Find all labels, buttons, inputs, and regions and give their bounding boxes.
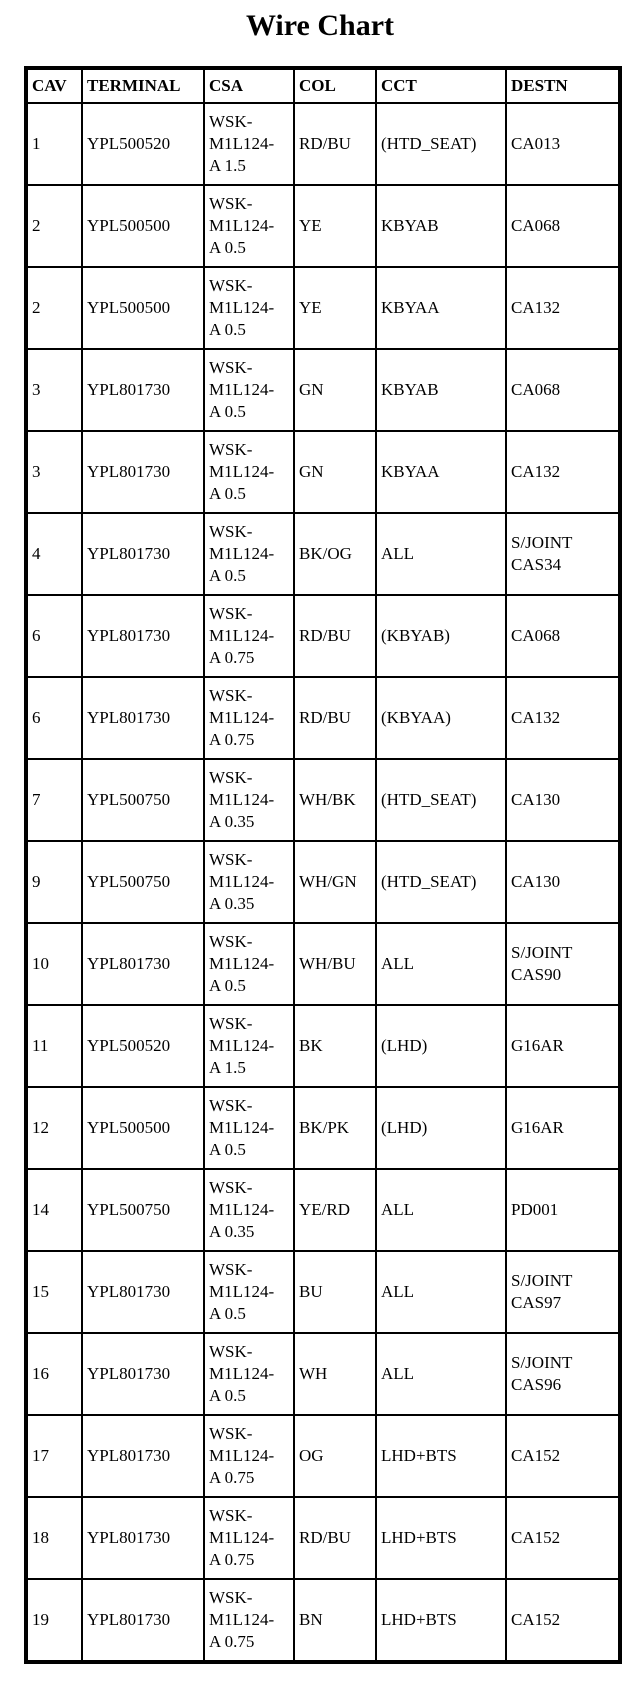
cell-csa: [204, 759, 294, 841]
cell-csa-line: M1L124-: [209, 1446, 275, 1465]
cell-csa: [204, 267, 294, 349]
cell-destn: [506, 1087, 619, 1169]
table-row: [27, 1169, 619, 1251]
cell-destn-line: G16AR: [511, 1118, 564, 1137]
cell-csa-line: A 0.35: [209, 812, 255, 831]
cell-col: BK: [294, 1005, 376, 1087]
cell-csa-line: A 1.5: [209, 1058, 246, 1077]
cell-csa-line: A 0.5: [209, 402, 246, 421]
cell-cav: 3: [27, 431, 82, 513]
cell-col: YE/RD: [294, 1169, 376, 1251]
cell-csa-line: M1L124-: [209, 872, 275, 891]
cell-csa-line: M1L124-: [209, 1118, 275, 1137]
cell-destn: [506, 513, 619, 595]
table-row: [27, 595, 619, 677]
cell-destn-line: CA152: [511, 1610, 561, 1629]
cell-cct: KBYAB: [376, 185, 506, 267]
cell-csa: [204, 841, 294, 923]
cell-cav: 6: [27, 595, 82, 677]
cell-col: YE: [294, 185, 376, 267]
cell-cav: 4: [27, 513, 82, 595]
table-row: [27, 267, 619, 349]
table-row: [27, 349, 619, 431]
cell-col: BK/PK: [294, 1087, 376, 1169]
cell-csa-line: A 0.5: [209, 484, 246, 503]
cell-csa-line: A 0.5: [209, 1304, 246, 1323]
cell-terminal: YPL801730: [82, 1579, 204, 1661]
cell-cct: (LHD): [376, 1087, 506, 1169]
cell-destn-line: CA132: [511, 462, 561, 481]
cell-csa: [204, 349, 294, 431]
cell-cav: 6: [27, 677, 82, 759]
table-row: [27, 1333, 619, 1415]
cell-csa-line: M1L124-: [209, 790, 275, 809]
cell-cct: LHD+BTS: [376, 1497, 506, 1579]
cell-csa-line: WSK-: [209, 1506, 253, 1525]
table-row: [27, 1005, 619, 1087]
cell-destn-line: CA152: [511, 1528, 561, 1547]
cell-cav: 2: [27, 185, 82, 267]
cell-destn: [506, 677, 619, 759]
cell-csa-line: WSK-: [209, 604, 253, 623]
cell-csa: [204, 431, 294, 513]
cell-destn: [506, 1005, 619, 1087]
table-row: [27, 1087, 619, 1169]
cell-cav: 7: [27, 759, 82, 841]
header-terminal: TERMINAL: [82, 69, 204, 103]
cell-col: GN: [294, 431, 376, 513]
cell-csa-line: A 1.5: [209, 156, 246, 175]
header-cct: CCT: [376, 69, 506, 103]
cell-csa-line: A 0.35: [209, 1222, 255, 1241]
wire-chart-table: [24, 66, 622, 1664]
cell-destn-line: CAS96: [511, 1375, 562, 1394]
cell-csa: [204, 1251, 294, 1333]
cell-terminal: YPL500500: [82, 1087, 204, 1169]
header-cav: CAV: [27, 69, 82, 103]
cell-csa-line: A 0.5: [209, 238, 246, 257]
cell-csa-line: A 0.75: [209, 730, 255, 749]
cell-csa-line: M1L124-: [209, 380, 275, 399]
cell-cct: ALL: [376, 1169, 506, 1251]
cell-destn-line: CA068: [511, 380, 561, 399]
cell-csa: [204, 1087, 294, 1169]
table-row: [27, 1579, 619, 1661]
cell-destn: [506, 267, 619, 349]
cell-cav: 10: [27, 923, 82, 1005]
cell-terminal: YPL801730: [82, 1497, 204, 1579]
cell-destn-line: G16AR: [511, 1036, 564, 1055]
cell-terminal: YPL500750: [82, 1169, 204, 1251]
table-row: [27, 759, 619, 841]
cell-csa-line: A 0.35: [209, 894, 255, 913]
table-row: [27, 923, 619, 1005]
cell-destn-line: S/JOINT: [511, 1271, 573, 1290]
cell-cav: 3: [27, 349, 82, 431]
cell-csa-line: WSK-: [209, 276, 253, 295]
cell-terminal: YPL500520: [82, 103, 204, 185]
header-col: COL: [294, 69, 376, 103]
cell-destn-line: S/JOINT: [511, 1353, 573, 1372]
cell-terminal: YPL801730: [82, 513, 204, 595]
cell-cav: 9: [27, 841, 82, 923]
cell-csa-line: A 0.75: [209, 648, 255, 667]
cell-destn: [506, 923, 619, 1005]
table-body: [27, 103, 619, 1661]
table-row: [27, 185, 619, 267]
cell-csa-line: WSK-: [209, 1342, 253, 1361]
cell-col: OG: [294, 1415, 376, 1497]
cell-destn-line: CA152: [511, 1446, 561, 1465]
cell-cct: ALL: [376, 1333, 506, 1415]
cell-terminal: YPL801730: [82, 1251, 204, 1333]
cell-terminal: YPL801730: [82, 595, 204, 677]
cell-destn: [506, 1333, 619, 1415]
table-row: [27, 841, 619, 923]
cell-csa-line: WSK-: [209, 1096, 253, 1115]
cell-destn-line: CA013: [511, 134, 561, 153]
cell-cct: ALL: [376, 1251, 506, 1333]
cell-destn-line: CA130: [511, 790, 561, 809]
cell-col: BN: [294, 1579, 376, 1661]
cell-csa-line: A 0.5: [209, 320, 246, 339]
cell-terminal: YPL500500: [82, 185, 204, 267]
table-row: [27, 1497, 619, 1579]
cell-destn-line: CA068: [511, 216, 561, 235]
cell-destn: [506, 1579, 619, 1661]
cell-destn-line: S/JOINT: [511, 943, 573, 962]
cell-csa-line: M1L124-: [209, 1528, 275, 1547]
cell-cct: (HTD_SEAT): [376, 841, 506, 923]
cell-cct: KBYAB: [376, 349, 506, 431]
cell-csa-line: WSK-: [209, 194, 253, 213]
cell-cav: 15: [27, 1251, 82, 1333]
cell-cct: LHD+BTS: [376, 1415, 506, 1497]
cell-cct: LHD+BTS: [376, 1579, 506, 1661]
cell-csa: [204, 595, 294, 677]
cell-csa-line: WSK-: [209, 358, 253, 377]
cell-cav: 19: [27, 1579, 82, 1661]
cell-terminal: YPL801730: [82, 1415, 204, 1497]
table-row: [27, 1251, 619, 1333]
cell-csa-line: WSK-: [209, 686, 253, 705]
cell-col: YE: [294, 267, 376, 349]
cell-terminal: YPL500750: [82, 841, 204, 923]
cell-destn-line: CAS34: [511, 555, 562, 574]
cell-col: RD/BU: [294, 595, 376, 677]
cell-csa-line: M1L124-: [209, 298, 275, 317]
cell-col: RD/BU: [294, 103, 376, 185]
cell-csa-line: M1L124-: [209, 1200, 275, 1219]
cell-cct: (KBYAB): [376, 595, 506, 677]
cell-csa: [204, 1415, 294, 1497]
cell-csa-line: M1L124-: [209, 462, 275, 481]
cell-destn: [506, 1251, 619, 1333]
cell-csa-line: M1L124-: [209, 216, 275, 235]
cell-csa-line: M1L124-: [209, 708, 275, 727]
cell-csa-line: M1L124-: [209, 1282, 275, 1301]
header-csa: CSA: [204, 69, 294, 103]
table-row: [27, 513, 619, 595]
cell-terminal: YPL801730: [82, 923, 204, 1005]
cell-destn: [506, 431, 619, 513]
cell-cav: 16: [27, 1333, 82, 1415]
cell-destn-line: CA130: [511, 872, 561, 891]
cell-cct: ALL: [376, 923, 506, 1005]
cell-destn: [506, 759, 619, 841]
cell-destn: [506, 185, 619, 267]
cell-csa: [204, 923, 294, 1005]
cell-destn: [506, 349, 619, 431]
cell-destn-line: S/JOINT: [511, 533, 573, 552]
cell-csa: [204, 103, 294, 185]
header-destn: DESTN: [506, 69, 619, 103]
cell-csa: [204, 1579, 294, 1661]
cell-csa-line: A 0.5: [209, 976, 246, 995]
cell-destn-line: CA068: [511, 626, 561, 645]
cell-col: WH/BK: [294, 759, 376, 841]
cell-csa-line: A 0.5: [209, 1386, 246, 1405]
cell-csa-line: A 0.5: [209, 566, 246, 585]
cell-csa: [204, 1333, 294, 1415]
cell-csa-line: A 0.75: [209, 1468, 255, 1487]
cell-cct: (HTD_SEAT): [376, 759, 506, 841]
cell-col: BK/OG: [294, 513, 376, 595]
cell-terminal: YPL801730: [82, 677, 204, 759]
cell-csa-line: WSK-: [209, 1014, 253, 1033]
cell-csa-line: WSK-: [209, 522, 253, 541]
cell-cct: KBYAA: [376, 267, 506, 349]
cell-col: WH: [294, 1333, 376, 1415]
cell-terminal: YPL801730: [82, 349, 204, 431]
cell-csa: [204, 513, 294, 595]
cell-destn-line: CAS97: [511, 1293, 562, 1312]
cell-terminal: YPL500520: [82, 1005, 204, 1087]
page-title: Wire Chart: [245, 9, 395, 42]
cell-csa-line: A 0.5: [209, 1140, 246, 1159]
header-row: [27, 69, 619, 103]
cell-col: WH/GN: [294, 841, 376, 923]
cell-csa-line: WSK-: [209, 112, 253, 131]
cell-terminal: YPL500750: [82, 759, 204, 841]
cell-destn: [506, 103, 619, 185]
cell-csa: [204, 677, 294, 759]
cell-csa-line: WSK-: [209, 1588, 253, 1607]
cell-cav: 2: [27, 267, 82, 349]
cell-terminal: YPL500500: [82, 267, 204, 349]
cell-csa-line: M1L124-: [209, 544, 275, 563]
cell-csa-line: M1L124-: [209, 134, 275, 153]
cell-csa: [204, 1169, 294, 1251]
cell-csa-line: WSK-: [209, 932, 253, 951]
cell-col: WH/BU: [294, 923, 376, 1005]
cell-col: RD/BU: [294, 677, 376, 759]
cell-cav: 12: [27, 1087, 82, 1169]
cell-destn-line: PD001: [511, 1200, 559, 1219]
cell-col: GN: [294, 349, 376, 431]
cell-cav: 11: [27, 1005, 82, 1087]
cell-csa-line: WSK-: [209, 1424, 253, 1443]
cell-csa-line: M1L124-: [209, 954, 275, 973]
table-row: [27, 103, 619, 185]
cell-terminal: YPL801730: [82, 431, 204, 513]
cell-destn: [506, 595, 619, 677]
cell-csa-line: M1L124-: [209, 626, 275, 645]
cell-cav: 1: [27, 103, 82, 185]
cell-csa-line: M1L124-: [209, 1364, 275, 1383]
cell-destn-line: CAS90: [511, 965, 562, 984]
cell-csa-line: M1L124-: [209, 1036, 275, 1055]
cell-csa-line: A 0.75: [209, 1550, 255, 1569]
cell-csa-line: WSK-: [209, 850, 253, 869]
cell-csa-line: M1L124-: [209, 1610, 275, 1629]
cell-destn: [506, 1497, 619, 1579]
cell-cct: (HTD_SEAT): [376, 103, 506, 185]
cell-destn-line: CA132: [511, 298, 561, 317]
cell-csa-line: A 0.75: [209, 1632, 255, 1651]
cell-cav: 14: [27, 1169, 82, 1251]
cell-cct: KBYAA: [376, 431, 506, 513]
cell-terminal: YPL801730: [82, 1333, 204, 1415]
cell-cav: 17: [27, 1415, 82, 1497]
cell-csa-line: WSK-: [209, 1178, 253, 1197]
cell-cct: (LHD): [376, 1005, 506, 1087]
cell-destn: [506, 1169, 619, 1251]
table-row: [27, 1415, 619, 1497]
cell-csa-line: WSK-: [209, 1260, 253, 1279]
cell-csa-line: WSK-: [209, 768, 253, 787]
cell-cav: 18: [27, 1497, 82, 1579]
cell-cct: (KBYAA): [376, 677, 506, 759]
cell-csa: [204, 1497, 294, 1579]
cell-cct: ALL: [376, 513, 506, 595]
cell-col: RD/BU: [294, 1497, 376, 1579]
table-row: [27, 677, 619, 759]
cell-destn: [506, 841, 619, 923]
cell-col: BU: [294, 1251, 376, 1333]
cell-destn: [506, 1415, 619, 1497]
table-row: [27, 431, 619, 513]
cell-csa: [204, 185, 294, 267]
cell-csa-line: WSK-: [209, 440, 253, 459]
cell-destn-line: CA132: [511, 708, 561, 727]
cell-csa: [204, 1005, 294, 1087]
